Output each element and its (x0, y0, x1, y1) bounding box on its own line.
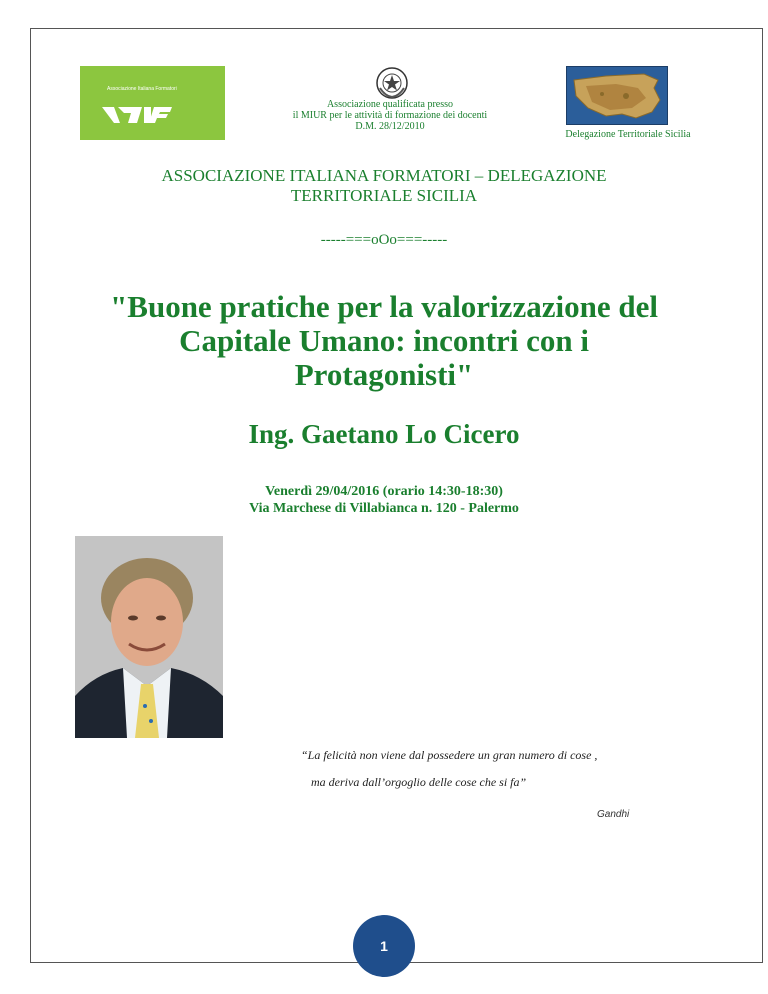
accreditation-text (260, 99, 520, 132)
aif-logo (80, 66, 225, 140)
aif-logo-subtitle: Associazione Italiana Formatori (107, 86, 177, 92)
event-details (60, 483, 708, 517)
separator: -----===oOo===----- (320, 232, 448, 248)
quote-line-2: ma deriva dall’orgoglio delle cose che si fa” (311, 775, 527, 789)
quote (301, 748, 597, 790)
event-address: Via Marchese di Villabianca n. 120 - Palermo (249, 501, 519, 516)
event-date: Venerdì 29/04/2016 (orario 14:30-18:30) (265, 484, 503, 499)
event-title-line-2: Capitale Umano: incontri con i (179, 323, 589, 358)
accreditation-line-1: Associazione qualificata presso (326, 99, 454, 110)
page-number-badge: 1 (353, 915, 415, 977)
accreditation-line-2: il MIUR per le attività di formazione dei docenti (292, 110, 488, 121)
association-title-line-2: TERRITORIALE SICILIA (290, 186, 478, 205)
aif-logo-mark-icon (102, 104, 182, 126)
event-title (60, 290, 708, 392)
quote-line-1: “La felicità non viene dal possedere un gran numero di cose , (301, 748, 598, 762)
speaker-portrait-image (75, 536, 223, 738)
sicily-map-image (566, 66, 668, 125)
event-title-line-1: "Buone pratiche per la valorizzazione del (110, 289, 658, 324)
association-title-line-1: ASSOCIAZIONE ITALIANA FORMATORI – DELEGAZIONE (161, 166, 607, 185)
quote-author: Gandhi (597, 809, 630, 820)
map-caption: Delegazione Territoriale Sicilia (565, 129, 691, 140)
italian-republic-emblem-icon (375, 66, 409, 100)
event-title-line-3: Protagonisti" (294, 357, 474, 392)
accreditation-line-3: D.M. 28/12/2010 (355, 121, 425, 132)
association-title (60, 166, 708, 206)
speaker-name: Ing. Gaetano Lo Cicero (248, 419, 520, 449)
